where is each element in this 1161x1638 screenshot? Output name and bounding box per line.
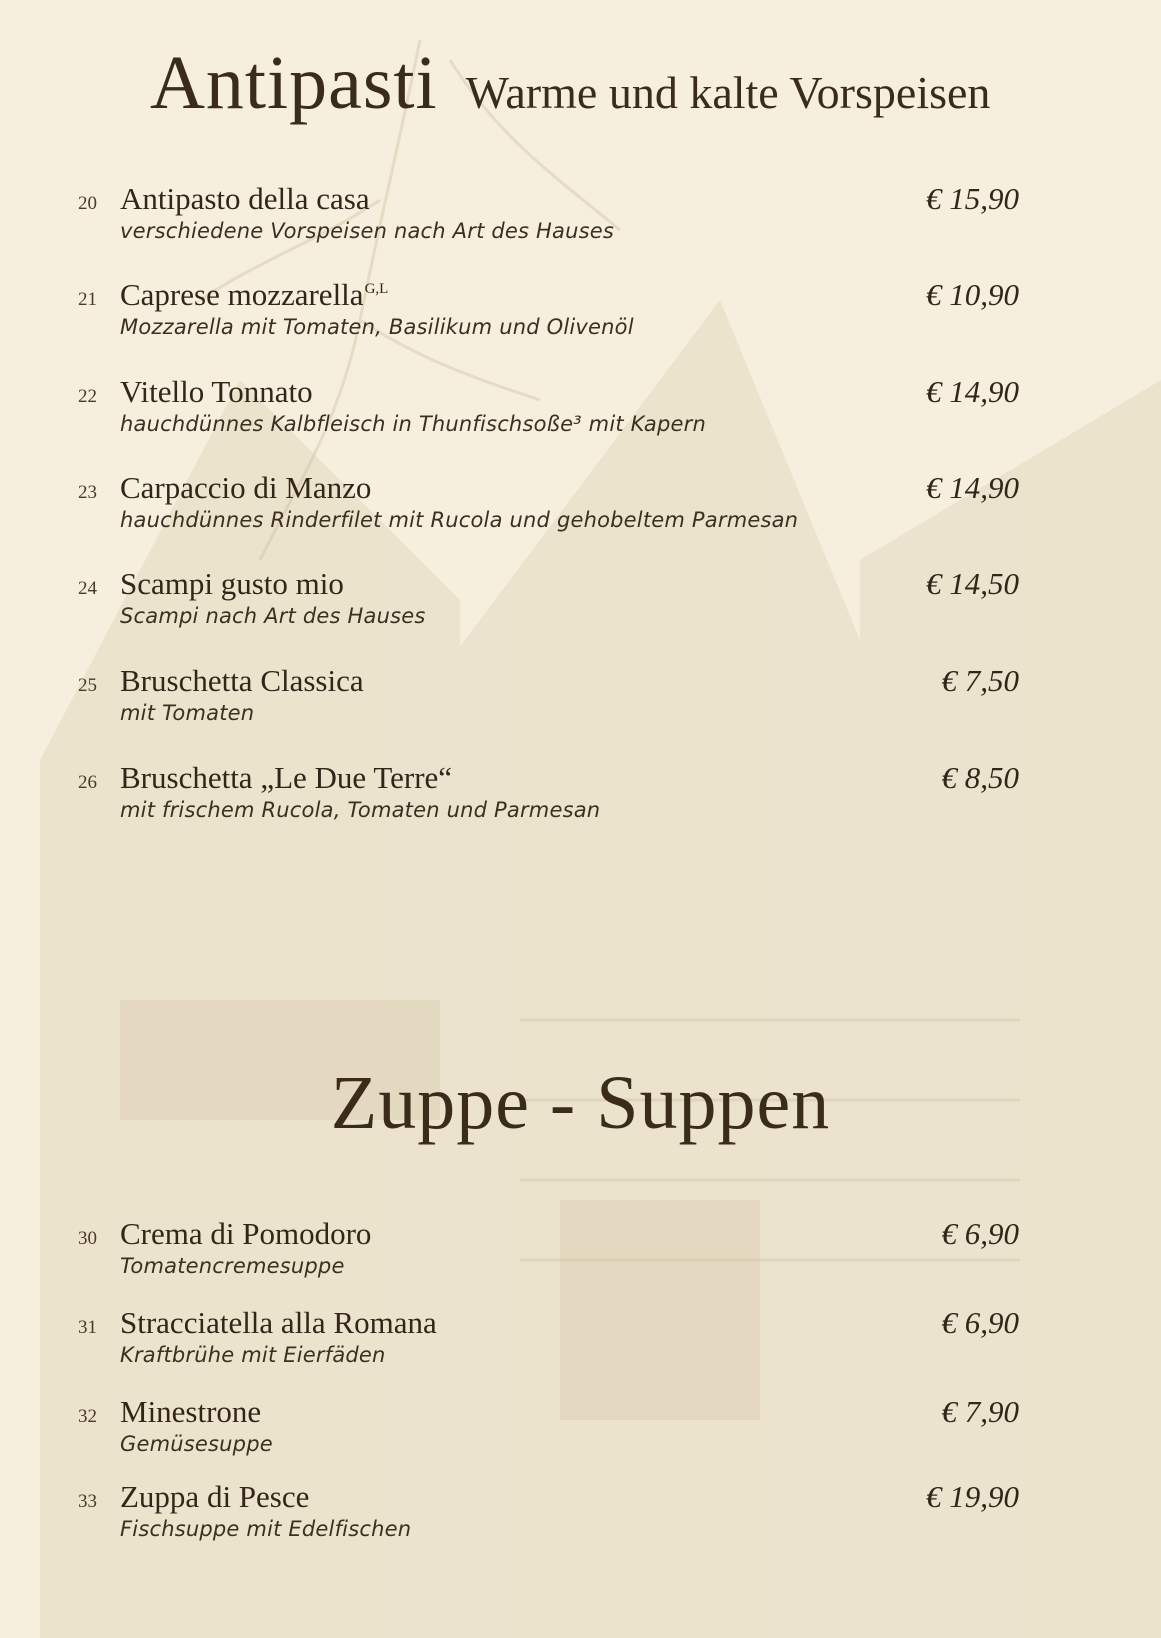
item-description: Kraftbrühe mit Eierfäden bbox=[120, 1343, 386, 1367]
item-name: Stracciatella alla Romana bbox=[120, 1305, 437, 1340]
item-number: 30 bbox=[78, 1228, 97, 1249]
zuppe-title: Zuppe - Suppen bbox=[330, 1061, 831, 1145]
antipasti-heading bbox=[150, 40, 1050, 127]
menu-item bbox=[0, 374, 1161, 454]
item-name: Bruschetta „Le Due Terre“ bbox=[120, 760, 453, 795]
item-name: Carpaccio di Manzo bbox=[120, 470, 372, 505]
item-description: verschiedene Vorspeisen nach Art des Hauses bbox=[120, 219, 615, 243]
menu-item bbox=[0, 181, 1161, 261]
menu-item bbox=[0, 1479, 1161, 1559]
item-name: Vitello Tonnato bbox=[120, 374, 313, 409]
item-description: hauchdünnes Kalbfleisch in Thunfischsoße³ mit Kapern bbox=[120, 412, 706, 436]
item-number: 33 bbox=[78, 1491, 97, 1512]
item-price: € 8,50 bbox=[941, 760, 1019, 795]
item-description: Scampi nach Art des Hauses bbox=[120, 604, 426, 628]
item-number: 26 bbox=[78, 772, 97, 793]
item-description: Gemüsesuppe bbox=[120, 1432, 273, 1456]
item-name: Antipasto della casa bbox=[120, 181, 370, 216]
menu-item bbox=[0, 566, 1161, 646]
item-description: Tomatencremesuppe bbox=[120, 1254, 345, 1278]
item-price: € 14,90 bbox=[926, 470, 1019, 505]
item-name: Bruschetta Classica bbox=[120, 663, 364, 698]
menu-item bbox=[0, 1216, 1161, 1296]
item-name: Scampi gusto mio bbox=[120, 566, 344, 601]
item-price: € 6,90 bbox=[941, 1216, 1019, 1251]
item-price: € 6,90 bbox=[941, 1305, 1019, 1340]
item-description: mit Tomaten bbox=[120, 701, 255, 725]
item-name: Minestrone bbox=[120, 1394, 262, 1429]
item-number: 25 bbox=[78, 675, 97, 696]
item-price: € 14,50 bbox=[926, 566, 1019, 601]
allergen-marker: G,L bbox=[364, 281, 389, 297]
item-name: Caprese mozzarella$^{G,L}$ bbox=[120, 277, 389, 312]
item-number: 22 bbox=[78, 386, 97, 407]
item-description: hauchdünnes Rinderfilet mit Rucola und gehobeltem Parmesan bbox=[120, 508, 799, 532]
item-price: € 7,90 bbox=[941, 1394, 1019, 1429]
item-number: 21 bbox=[78, 289, 97, 310]
item-price: € 14,90 bbox=[926, 374, 1019, 409]
item-number: 23 bbox=[78, 482, 97, 503]
item-price: € 10,90 bbox=[926, 277, 1019, 312]
menu-item bbox=[0, 760, 1161, 840]
item-description: mit frischem Rucola, Tomaten und Parmesan bbox=[120, 798, 601, 822]
item-price: € 7,50 bbox=[941, 663, 1019, 698]
menu-item bbox=[0, 1305, 1161, 1385]
item-name: Zuppa di Pesce bbox=[120, 1479, 310, 1514]
item-number: 32 bbox=[78, 1406, 97, 1427]
item-description: Mozzarella mit Tomaten, Basilikum und Olivenöl bbox=[120, 315, 634, 339]
item-description: Fischsuppe mit Edelfischen bbox=[120, 1517, 412, 1541]
item-name: Crema di Pomodoro bbox=[120, 1216, 372, 1251]
item-price: € 19,90 bbox=[926, 1479, 1019, 1514]
menu-item bbox=[0, 470, 1161, 550]
antipasti-subtitle: Warme und kalte Vorspeisen bbox=[465, 67, 991, 118]
menu-item bbox=[0, 1394, 1161, 1474]
item-price: € 15,90 bbox=[926, 181, 1019, 216]
item-number: 24 bbox=[78, 578, 97, 599]
menu-item bbox=[0, 663, 1161, 743]
antipasti-title: Antipasti bbox=[150, 41, 438, 125]
menu-item bbox=[0, 277, 1161, 357]
item-number: 31 bbox=[78, 1317, 97, 1338]
item-number: 20 bbox=[78, 193, 97, 214]
